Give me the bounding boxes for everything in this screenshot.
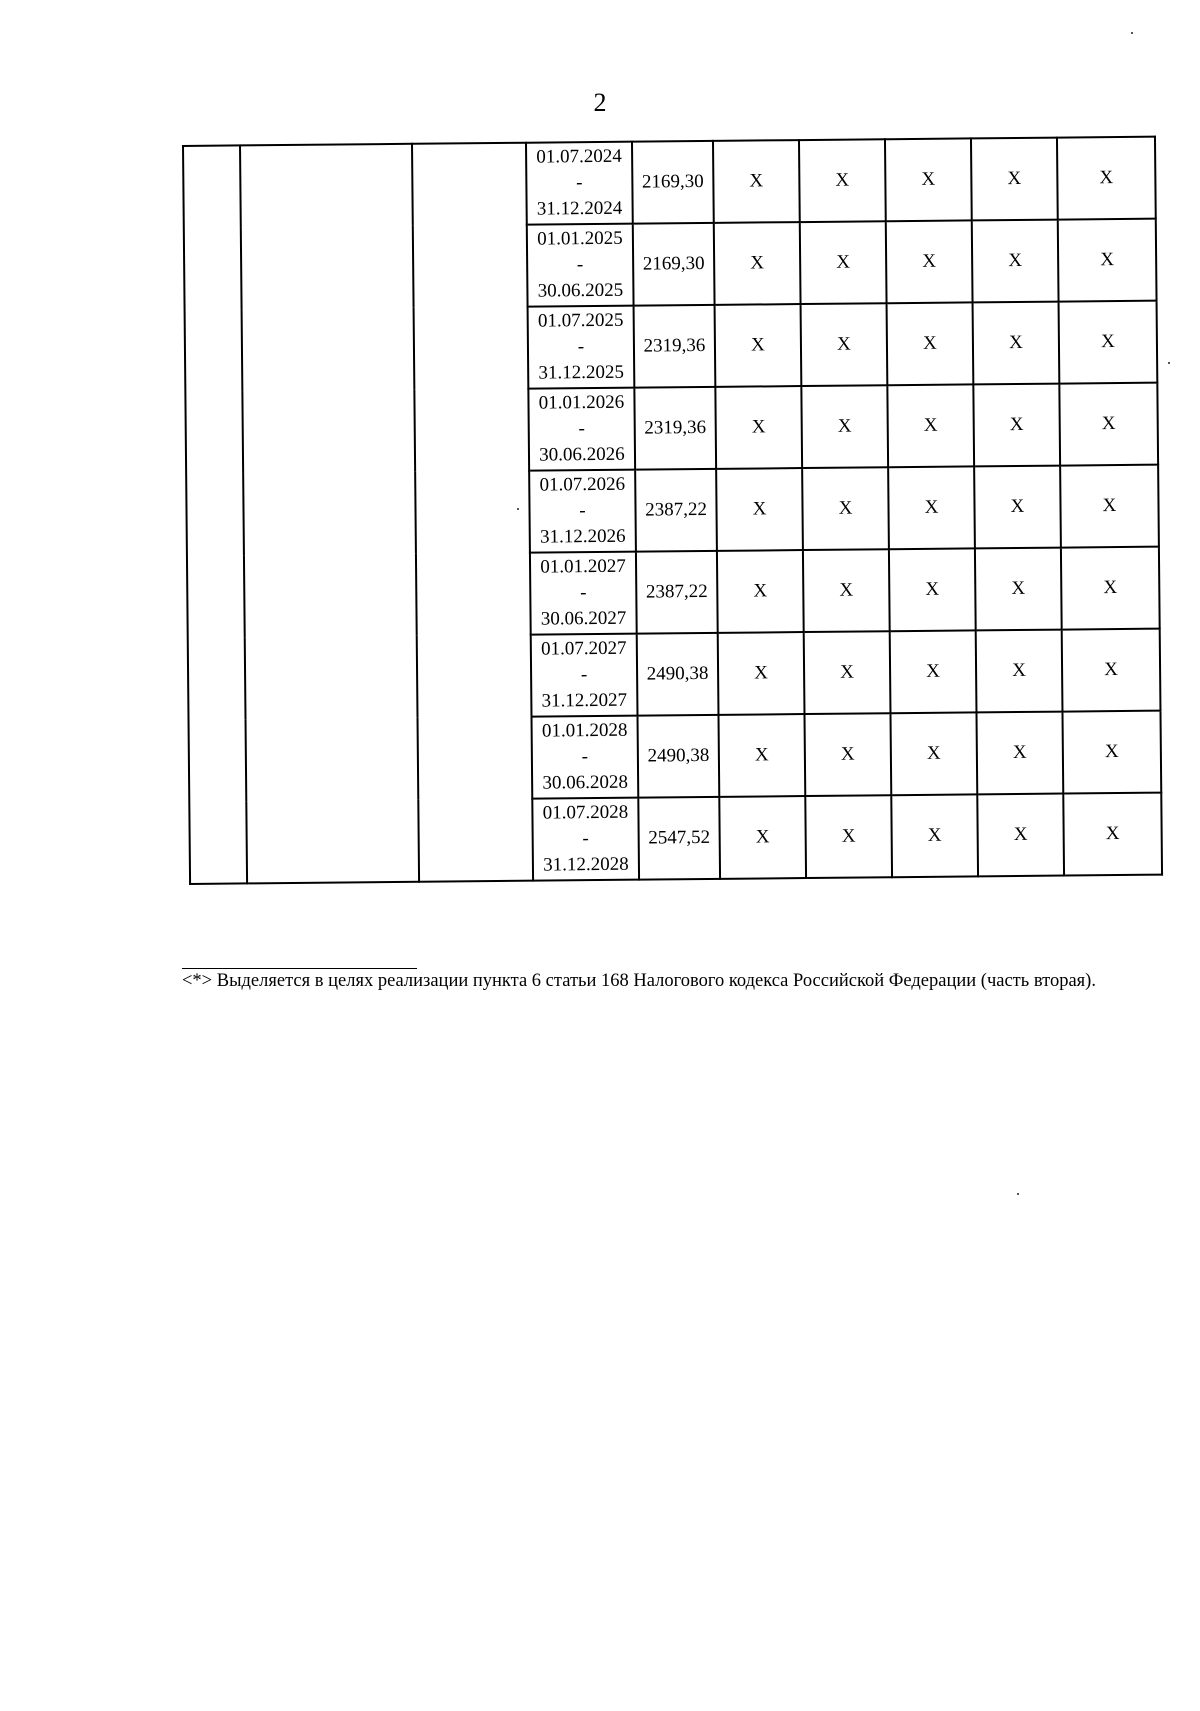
x-mark-cell: X bbox=[888, 466, 975, 549]
period-dash: - bbox=[580, 582, 587, 604]
x-mark-cell: X bbox=[976, 630, 1063, 713]
period-dash: - bbox=[582, 828, 589, 850]
period-period-end: 31.12.2028 bbox=[543, 853, 629, 876]
x-mark-cell: X bbox=[801, 385, 888, 468]
period-dash: - bbox=[576, 254, 584, 276]
scan-speck bbox=[1168, 362, 1170, 364]
period-cell bbox=[530, 552, 637, 635]
empty-col-2 bbox=[240, 144, 419, 884]
scan-speck bbox=[1017, 1193, 1019, 1195]
x-mark-cell: X bbox=[719, 796, 806, 879]
tariff-value-cell: 2547,52 bbox=[638, 797, 720, 880]
x-mark-cell: X bbox=[973, 384, 1060, 467]
period-dash: - bbox=[581, 746, 589, 768]
period-period-end: 31.12.2027 bbox=[541, 689, 628, 712]
x-mark-cell: X bbox=[803, 549, 890, 632]
period-cell bbox=[528, 388, 635, 471]
period-period-end: 31.12.2024 bbox=[536, 197, 623, 220]
period-period-start: 01.07.2025 bbox=[537, 309, 624, 332]
period-cell bbox=[532, 798, 639, 881]
period-cell bbox=[529, 470, 636, 553]
x-mark-cell: X bbox=[977, 794, 1064, 877]
period-cell bbox=[526, 142, 633, 225]
period-period-start: 01.07.2024 bbox=[536, 145, 622, 168]
x-mark-cell: X bbox=[885, 138, 972, 221]
period-dash: - bbox=[579, 500, 586, 522]
period-cell bbox=[527, 224, 634, 307]
footnote-text: <*> Выделяется в целях реализации пункта 6 статьи 168 Налогового кодекса Российской Федерации (часть вторая). bbox=[182, 971, 1096, 991]
x-mark-cell: X bbox=[714, 222, 801, 305]
period-period-start: 01.07.2026 bbox=[539, 473, 626, 496]
tariff-value-cell: 2169,30 bbox=[632, 141, 714, 224]
empty-col-1 bbox=[183, 145, 247, 884]
x-mark-cell: X bbox=[887, 384, 974, 467]
x-mark-cell: X bbox=[974, 466, 1061, 549]
period-period-end: 31.12.2026 bbox=[539, 525, 626, 548]
x-mark-cell: X bbox=[1060, 465, 1159, 548]
period-dash: - bbox=[577, 336, 585, 358]
x-mark-cell: X bbox=[1057, 137, 1156, 220]
tariff-value-cell: 2490,38 bbox=[637, 633, 719, 716]
tariff-value-cell: 2387,22 bbox=[636, 551, 718, 634]
tariff-value-cell: 2387,22 bbox=[635, 469, 717, 552]
x-mark-cell: X bbox=[1062, 711, 1161, 794]
x-mark-cell: X bbox=[713, 140, 800, 223]
tariff-value-cell: 2169,30 bbox=[633, 223, 715, 306]
period-period-end: 30.06.2027 bbox=[540, 607, 627, 630]
x-mark-cell: X bbox=[804, 713, 891, 796]
x-mark-cell: X bbox=[975, 548, 1062, 631]
period-dash: - bbox=[580, 664, 588, 686]
scan-speck bbox=[1131, 32, 1133, 34]
x-mark-cell: X bbox=[890, 712, 977, 795]
x-mark-cell: X bbox=[890, 630, 977, 713]
x-mark-cell: X bbox=[718, 632, 805, 715]
x-mark-cell: X bbox=[1062, 629, 1161, 712]
page-number: 2 bbox=[593, 88, 607, 117]
x-mark-cell: X bbox=[891, 794, 978, 877]
period-period-start: 01.01.2028 bbox=[541, 719, 628, 742]
x-mark-cell: X bbox=[800, 221, 887, 304]
x-mark-cell: X bbox=[716, 468, 803, 551]
x-mark-cell: X bbox=[889, 548, 976, 631]
x-mark-cell: X bbox=[886, 220, 973, 303]
x-mark-cell: X bbox=[715, 304, 802, 387]
period-dash: - bbox=[578, 418, 585, 440]
x-mark-cell: X bbox=[804, 631, 891, 714]
x-mark-cell: X bbox=[718, 714, 805, 797]
x-mark-cell: X bbox=[976, 712, 1063, 795]
period-period-end: 30.06.2025 bbox=[537, 279, 624, 302]
x-mark-cell: X bbox=[1061, 547, 1160, 630]
x-mark-cell: X bbox=[1063, 793, 1162, 876]
x-mark-cell: X bbox=[887, 302, 974, 385]
period-period-end: 30.06.2026 bbox=[539, 443, 625, 466]
x-mark-cell: X bbox=[1059, 383, 1158, 466]
period-cell bbox=[528, 306, 635, 389]
tariff-value-cell: 2319,36 bbox=[634, 387, 716, 470]
period-period-end: 30.06.2028 bbox=[542, 771, 628, 794]
x-mark-cell: X bbox=[971, 138, 1058, 221]
tariff-table bbox=[182, 136, 1163, 885]
x-mark-cell: X bbox=[715, 386, 802, 469]
period-period-start: 01.07.2028 bbox=[542, 801, 629, 824]
x-mark-cell: X bbox=[973, 302, 1060, 385]
scan-speck bbox=[517, 508, 519, 510]
period-period-start: 01.01.2026 bbox=[538, 391, 625, 414]
x-mark-cell: X bbox=[1059, 301, 1158, 384]
empty-col-3 bbox=[412, 143, 533, 882]
tariff-value-cell: 2490,38 bbox=[637, 715, 719, 798]
period-period-start: 01.07.2027 bbox=[541, 637, 627, 660]
x-mark-cell: X bbox=[802, 467, 889, 550]
x-mark-cell: X bbox=[805, 795, 892, 878]
table-body bbox=[183, 137, 1162, 884]
table-row bbox=[183, 137, 1156, 228]
x-mark-cell: X bbox=[799, 139, 886, 222]
x-mark-cell: X bbox=[972, 220, 1059, 303]
period-dash: - bbox=[576, 172, 583, 194]
tariff-value-cell: 2319,36 bbox=[634, 305, 716, 388]
x-mark-cell: X bbox=[801, 303, 888, 386]
period-period-start: 01.01.2027 bbox=[540, 555, 626, 578]
period-cell bbox=[532, 716, 639, 799]
x-mark-cell: X bbox=[717, 550, 804, 633]
x-mark-cell: X bbox=[1058, 219, 1157, 302]
period-period-start: 01.01.2025 bbox=[537, 227, 623, 250]
period-cell bbox=[531, 634, 638, 717]
period-period-end: 31.12.2025 bbox=[538, 361, 625, 384]
